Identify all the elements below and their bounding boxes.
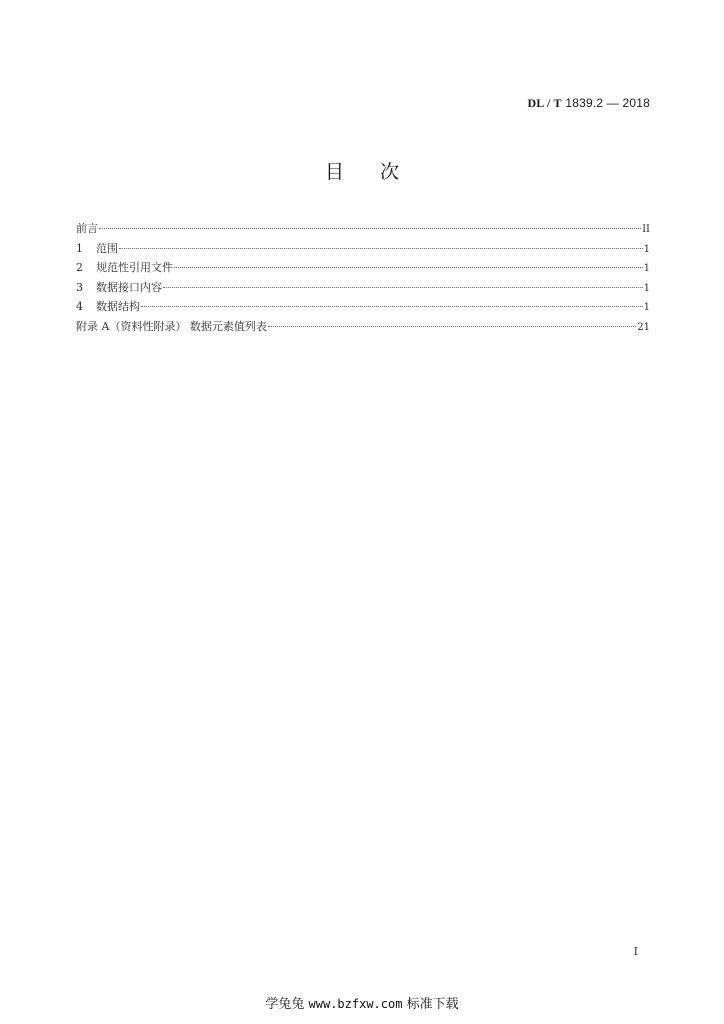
- standard-code: [527, 96, 650, 111]
- toc-entry-label: 数据结构: [96, 300, 140, 313]
- toc-entry-page: 1: [643, 282, 650, 294]
- toc-entry-appendix-a[interactable]: [76, 317, 650, 337]
- toc-entry-label: 范围: [96, 241, 118, 255]
- toc-entry-data-structure[interactable]: [76, 297, 650, 317]
- footer-tagline: 标准下载: [406, 997, 459, 1012]
- toc-entry-page: 1: [643, 243, 650, 255]
- toc-dot-leader: [163, 287, 643, 288]
- toc-dot-leader: [268, 326, 636, 327]
- toc-entry-label: 前言: [76, 222, 98, 235]
- standard-prefix: DL / T: [527, 96, 562, 110]
- toc-entry-number: 1: [76, 241, 83, 255]
- toc-entry-number: 2: [76, 261, 83, 274]
- toc-entry-number: 4: [76, 300, 83, 313]
- title-char-2: 次: [380, 161, 400, 183]
- toc-entry-foreword[interactable]: [76, 219, 650, 239]
- toc-entry-scope[interactable]: [76, 239, 650, 259]
- standard-number: 1839.2 — 2018: [565, 96, 650, 110]
- toc-dot-leader: [119, 248, 643, 249]
- toc-entry-page: 1: [643, 263, 650, 274]
- toc-entry-number: 3: [76, 280, 83, 294]
- download-site-footer: [0, 993, 724, 1012]
- page-title: [0, 157, 724, 184]
- title-char-1: 目: [324, 161, 344, 183]
- toc-entry-data-interface[interactable]: [76, 278, 650, 298]
- table-of-contents: [76, 219, 650, 336]
- toc-entry-page: 1: [643, 302, 650, 313]
- footer-site-url[interactable]: www.bzfxw.com: [308, 997, 403, 1011]
- page-number: I: [633, 945, 638, 958]
- toc-dot-leader: [99, 228, 641, 229]
- toc-entry-page: 21: [637, 321, 650, 333]
- toc-dot-leader: [141, 306, 643, 307]
- toc-entry-label: 附录 A（资料性附录） 数据元素值列表: [76, 319, 267, 333]
- toc-entry-page: II: [642, 224, 650, 235]
- footer-brand: 学兔兔: [265, 997, 305, 1012]
- toc-entry-label: 数据接口内容: [96, 280, 162, 294]
- toc-dot-leader: [174, 267, 643, 268]
- toc-entry-label: 规范性引用文件: [96, 261, 173, 274]
- toc-entry-normative-references[interactable]: [76, 258, 650, 278]
